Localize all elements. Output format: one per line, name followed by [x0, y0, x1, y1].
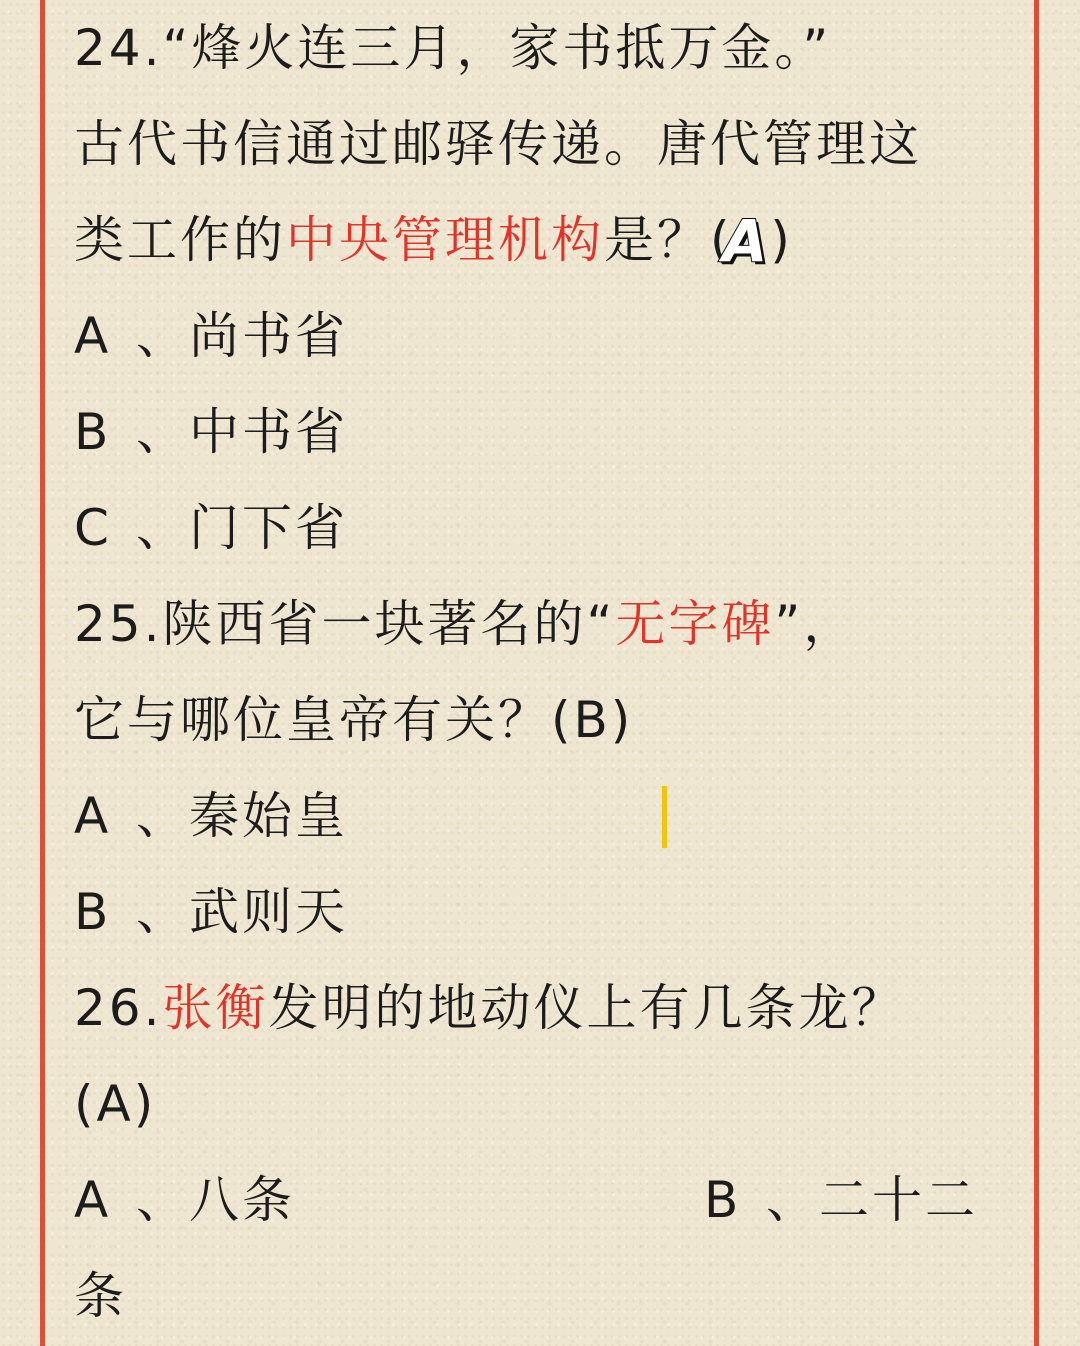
option-separator: 、	[136, 1171, 189, 1229]
q26-line-1	[74, 960, 905, 1056]
q24-line-3-post: 是？(	[604, 211, 733, 269]
q26-line-1-pre: 26.	[74, 979, 163, 1037]
option-letter: A	[74, 787, 112, 845]
option-letter: A	[74, 307, 112, 365]
option-separator: 、	[766, 1171, 819, 1229]
q25-line-1-pre: 25.陕西省一块著名的“	[74, 595, 616, 653]
option-text: 秦始皇	[189, 787, 348, 845]
right-margin-line	[1034, 0, 1039, 1346]
q26-option-b-continuation: 条	[74, 1267, 127, 1325]
left-margin-line	[40, 0, 45, 1346]
q26-highlight: 张衡	[162, 979, 269, 1037]
q24-highlight: 中央管理机构	[286, 211, 604, 269]
option-letter: B	[704, 1171, 742, 1229]
q24-line-3-close: )	[770, 211, 793, 269]
q25-line-1-post: ”，	[774, 595, 857, 653]
q24-line-2: 古代书信通过邮驿传递。唐代管理这	[74, 115, 922, 173]
q25-line-2: 它与哪位皇帝有关？(B)	[74, 691, 634, 749]
option-letter: C	[74, 499, 112, 557]
option-text: 八条	[189, 1171, 295, 1229]
q25-line-1	[74, 576, 856, 672]
q25-option-a	[74, 768, 348, 864]
option-letter: B	[74, 403, 112, 461]
option-text: 二十二	[819, 1171, 978, 1229]
q26-line-2: (A)	[74, 1075, 157, 1133]
option-separator: 、	[136, 403, 189, 461]
option-text: 武则天	[189, 883, 348, 941]
option-text: 中书省	[189, 403, 348, 461]
q24-option-a	[74, 288, 348, 384]
option-letter: A	[74, 1171, 112, 1229]
text-cursor	[662, 786, 667, 848]
q24-option-b	[74, 384, 348, 480]
q26-option-a	[74, 1171, 295, 1229]
q26-line-1-post: 发明的地动仪上有几条龙？	[268, 979, 905, 1037]
q24-answer-stamp: A	[722, 207, 771, 275]
option-separator: 、	[136, 307, 189, 365]
q24-line-1: 24.“烽火连三月，家书抵万金。”	[74, 19, 832, 77]
option-text: 尚书省	[189, 307, 348, 365]
q24-line-3-pre: 类工作的	[74, 211, 286, 269]
option-separator: 、	[136, 499, 189, 557]
option-letter: B	[74, 883, 112, 941]
q25-option-b	[74, 864, 348, 960]
option-text: 门下省	[189, 499, 348, 557]
option-separator: 、	[136, 787, 189, 845]
q26-options-row	[74, 1152, 1004, 1248]
q25-highlight: 无字碑	[615, 595, 775, 653]
q24-option-c	[74, 480, 348, 576]
option-separator: 、	[136, 883, 189, 941]
q26-option-b	[704, 1152, 978, 1248]
q24-line-3	[74, 192, 793, 288]
